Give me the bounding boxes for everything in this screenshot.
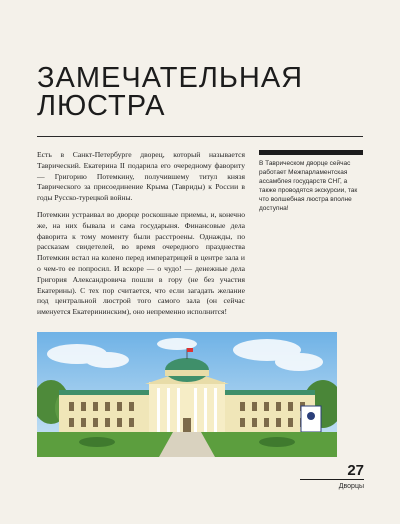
- title-divider: [37, 136, 363, 137]
- paragraph: Потемкин устраивал во дворце роскошные приемы, и, конечно же, на них бывала и сама государыня. Финансовые дела фаворита к тому моменту были расстроены. Однажды, по рассказам свидетелей, во время очередного празднества Потемкин встал на колено перед императрицей в центре зала и о чем-то ее попросил. И вскоре — о чудо! — денежные дела Григория Александровича пошли в гору (не без участия Екатерины). С тех пор считается, что если загадать желание под центральной люстрой того самого зала (он сейчас именуется Екатерининским), оно непременно исполнится!: [37, 209, 245, 317]
- page-number: 27: [347, 462, 364, 479]
- title-line-1: ЗАМЕЧАТЕЛЬНАЯ: [37, 62, 304, 94]
- page-title: [37, 64, 367, 120]
- body-text: [37, 150, 245, 324]
- paragraph: Есть в Санкт-Петербурге дворец, который называется Таврический. Екатерина II подарила его очередному фавориту — Григорию Потемкину, получившему титул князя Таврического за присоединение Крыма (Тавриды) к России в годы Русско-турецкой войны.: [37, 150, 245, 203]
- footer-divider: [300, 479, 364, 480]
- sidebar-bar: [259, 150, 363, 155]
- sidebar-text: В Таврическом дворце сейчас работает Межпарламентская ассамблея государств СНГ, а также проводятся экскурсии, так что волшебная люстра вполне доступна!: [259, 160, 358, 212]
- title-line-2: ЛЮСТРА: [37, 90, 166, 122]
- sidebar-note: [259, 150, 363, 213]
- section-name: Дворцы: [338, 483, 364, 490]
- palace-photo: [37, 332, 337, 457]
